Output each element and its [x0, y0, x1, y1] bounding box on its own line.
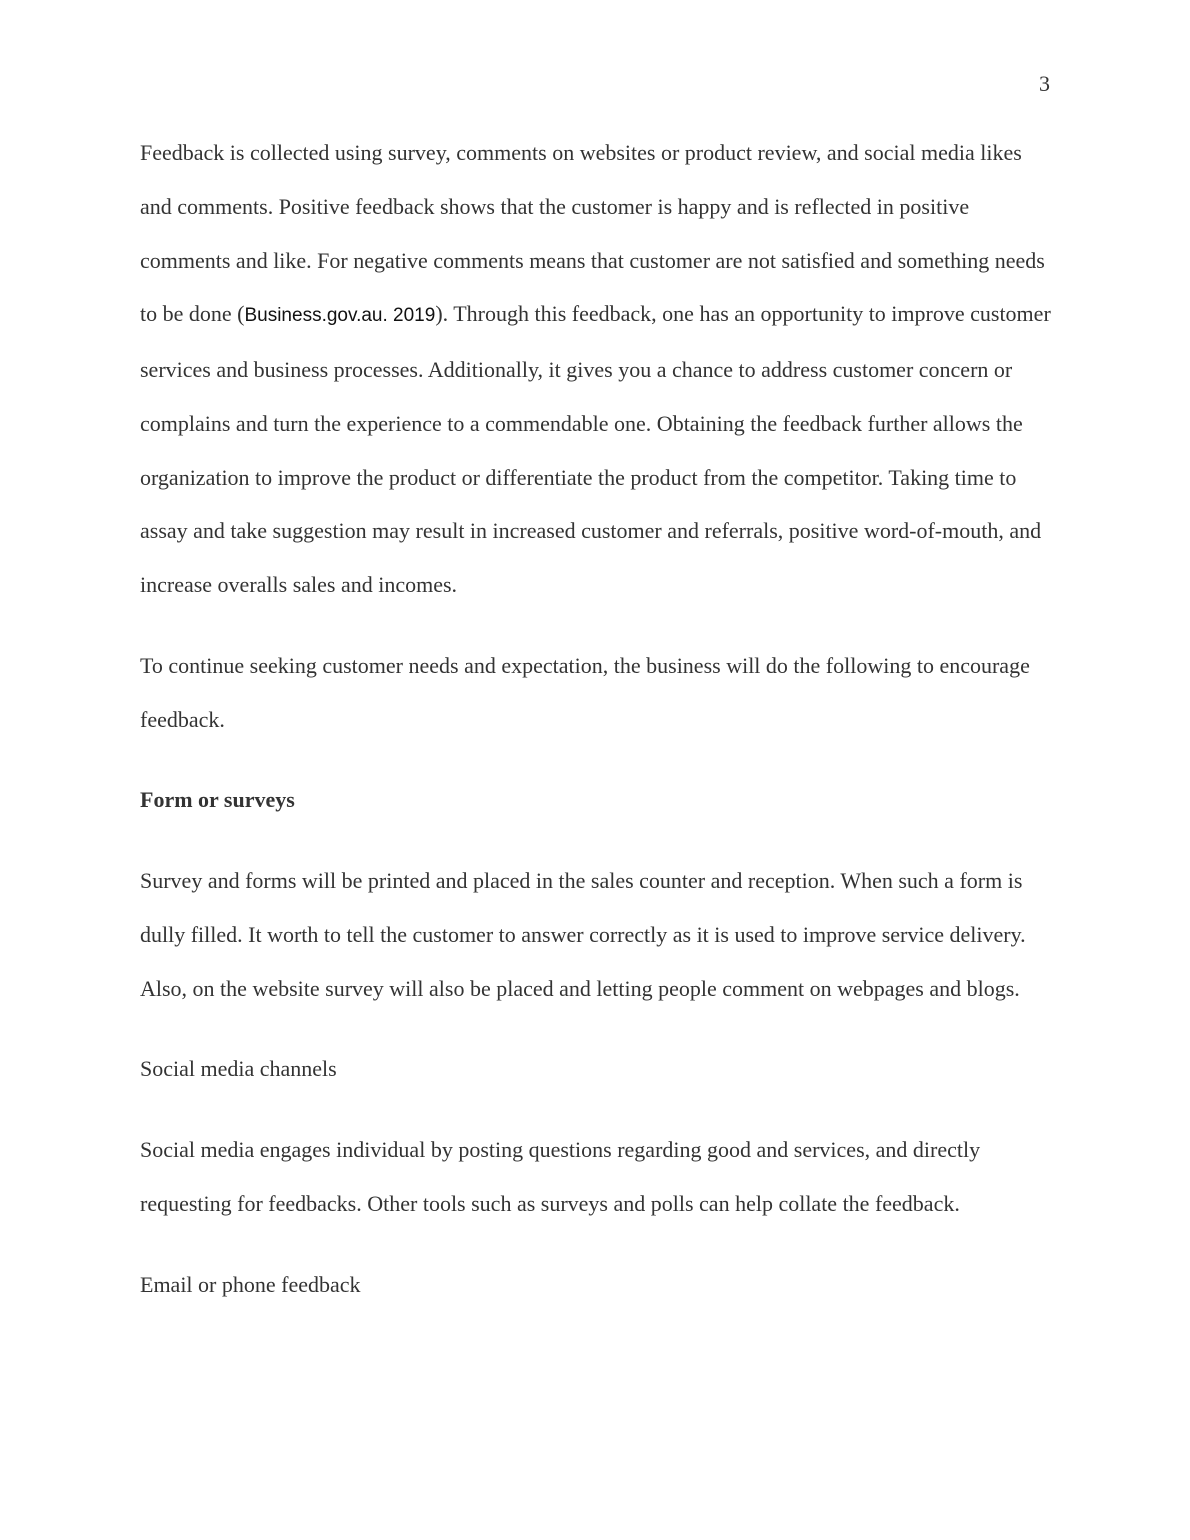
paragraph-text: ). Through this feedback, one has an opportunity to improve customer services and business processes. Additionally, it gives you a chance to address customer concern or complains and turn the experience to a commendable one. Obtaining the feedback further allows the organization to improve the product or differentiate the product from the competitor. Taking time to assay and take suggestion may result in increased customer and referrals, positive word-of-mouth, and increase overalls sales and incomes.: [140, 301, 1051, 597]
paragraph-text: Feedback is collected using survey, comments on websites or product review, and social media likes and comments. Positive feedback shows that the customer is happy and is reflected in positive comments and like. For negative comments means that customer are not satisfied and something needs to be done (: [140, 140, 1045, 327]
paragraph-survey-forms: Survey and forms will be printed and placed in the sales counter and reception. When such a form is dully filled. It worth to tell the customer to answer correctly as it is used to improve service delivery. Also, on the website survey will also be placed and letting people comment on webpages and blogs.: [140, 868, 1026, 1001]
paragraph-social-media: Social media engages individual by posting questions regarding good and services, and directly requesting for feedbacks. Other tools such as surveys and polls can help collate the feedback.: [140, 1137, 981, 1216]
paragraph-feedback-collection: [140, 126, 1052, 612]
page-number: 3: [1039, 71, 1050, 96]
citation: Business.gov.au. 2019: [244, 305, 436, 327]
heading-form-or-surveys: Form or surveys: [140, 787, 295, 813]
document-body: [140, 126, 1052, 1311]
heading-social-media-channels: Social media channels: [140, 1056, 337, 1082]
paragraph-seeking-needs: To continue seeking customer needs and expectation, the business will do the following to encourage feedback.: [140, 652, 1030, 732]
heading-email-or-phone-feedback: Email or phone feedback: [140, 1271, 361, 1297]
